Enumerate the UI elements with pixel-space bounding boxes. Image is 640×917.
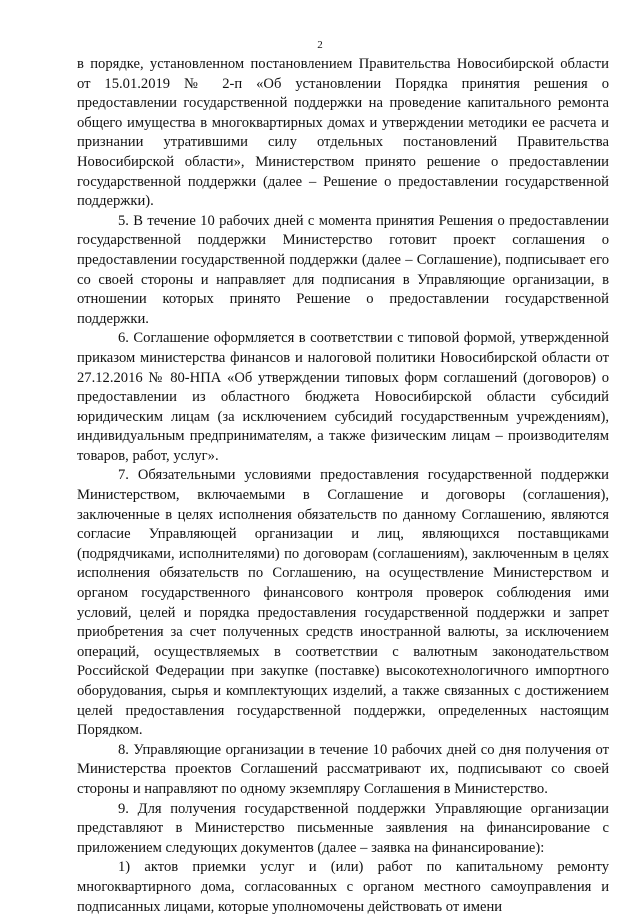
paragraph-item-9: 9. Для получения государственной поддержки Управляющие организации представляют в Министерство письменные заявления на финансирование с приложением следующих документов (далее – заявка на финансирование): xyxy=(77,800,609,856)
paragraph-subitem-1: 1) актов приемки услуг и (или) работ по капитальному ремонту многоквартирного дома, согласованных с органом местного самоуправления и подписанных лицами, которые уполномочены действовать от имени xyxy=(77,859,609,915)
page-number: 2 xyxy=(317,39,323,51)
document-body xyxy=(77,55,609,917)
paragraph-item-8: 8. Управляющие организации в течение 10 рабочих дней со дня получения от Министерства проектов Соглашений рассматривают их, подписывают со своей стороны и направляют по одному экземпляру Соглашения в Министерство. xyxy=(77,741,609,797)
paragraph-item-7: 7. Обязательными условиями предоставления государственной поддержки Министерством, включаемыми в Соглашение и договоры (соглашения), заключенные в целях исполнения обязательств по данному Соглашению, являются согласие Управляющей организации и лиц, являющихся поставщиками (подрядчиками, исполнителями) по договорам (соглашениям), заключенным в целях исполнения обязательств по Соглашению, на осуществление Министерством и органом государственного финансового контроля проверок соблюдения ими условий, целей и порядка предоставления государственной поддержки и запрет приобретения за счет полученных средств иностранной валюты, за исключением операций, осуществляемых в соответствии с валютным законодательством Российской Федерации при закупке (поставке) высокотехнологичного импортного оборудования, сырья и комплектующих изделий, а также связанных с достижением целей предоставления государственной поддержки, определенных настоящим Порядком. xyxy=(77,467,609,739)
paragraph-item-6: 6. Соглашение оформляется в соответствии с типовой формой, утвержденной приказом министерства финансов и налоговой политики Новосибирской области от 27.12.2016 № 80-НПА «Об утверждении типовых форм соглашений (договоров) о предоставлении из областного бюджета Новосибирской области субсидий юридическим лицам (за исключением субсидий государственным учреждениям), индивидуальным предпринимателям, а также физическим лицам – производителям товаров, работ, услуг». xyxy=(77,330,609,464)
paragraph-item-5: 5. В течение 10 рабочих дней с момента принятия Решения о предоставлении государственной поддержки Министерство готовит проект соглашения о предоставлении государственной поддержки (далее – Соглашение), подписывает его со своей стороны и направляет для подписания в Управляющие организации, в отношении которых принято Решение о предоставлении государственной поддержки. xyxy=(77,212,609,327)
paragraph-continuation: в порядке, установленном постановлением Правительства Новосибирской области от 15.01.2019 № 2-п «Об установлении Порядка принятия решения о предоставлении государственной поддержки на проведение капитального ремонта общего имущества в многоквартирных домах и утверждении методики ее расчета и признании утратившими силу отдельных постановлений Правительства Новосибирской области», Министерством принято решение о предоставлении государственной поддержки (далее – Решение о предоставлении государственной поддержки). xyxy=(77,56,609,210)
